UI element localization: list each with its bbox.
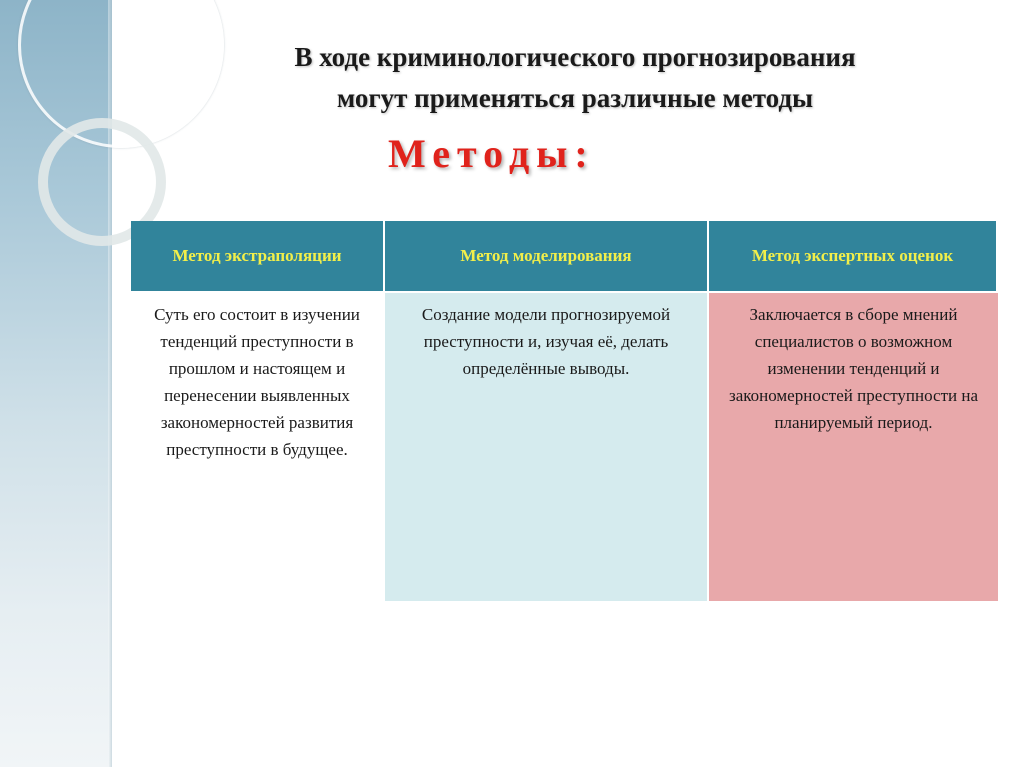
cell-extrapolation-text: Суть его состоит в изучении тенденций преступности в прошлом и настоящем и перенесении выявленных закономерностей развития преступности в будущее. <box>154 305 360 459</box>
slide-subheading: Методы: <box>388 131 595 176</box>
slide-title-line-2: могут применяться различные методы <box>336 83 814 113</box>
methods-table <box>131 221 998 601</box>
cell-extrapolation <box>131 291 385 601</box>
cell-modeling <box>385 291 709 601</box>
header-expert-assessment: Метод экспертных оценок <box>709 221 998 291</box>
slide-title-line-1: В ходе криминологического прогнозирования <box>294 42 856 72</box>
cell-modeling-text: Создание модели прогнозируемой преступности и, изучая её, делать определённые выводы. <box>421 305 671 378</box>
cell-expert-assessment-text: Заключается в сборе мнений специалистов о возможном изменении тенденций и закономерностей преступности на планируемый период. <box>728 305 979 432</box>
cell-expert-assessment <box>709 291 998 601</box>
header-extrapolation: Метод экстраполяции <box>131 221 385 291</box>
header-modeling: Метод моделирования <box>385 221 709 291</box>
